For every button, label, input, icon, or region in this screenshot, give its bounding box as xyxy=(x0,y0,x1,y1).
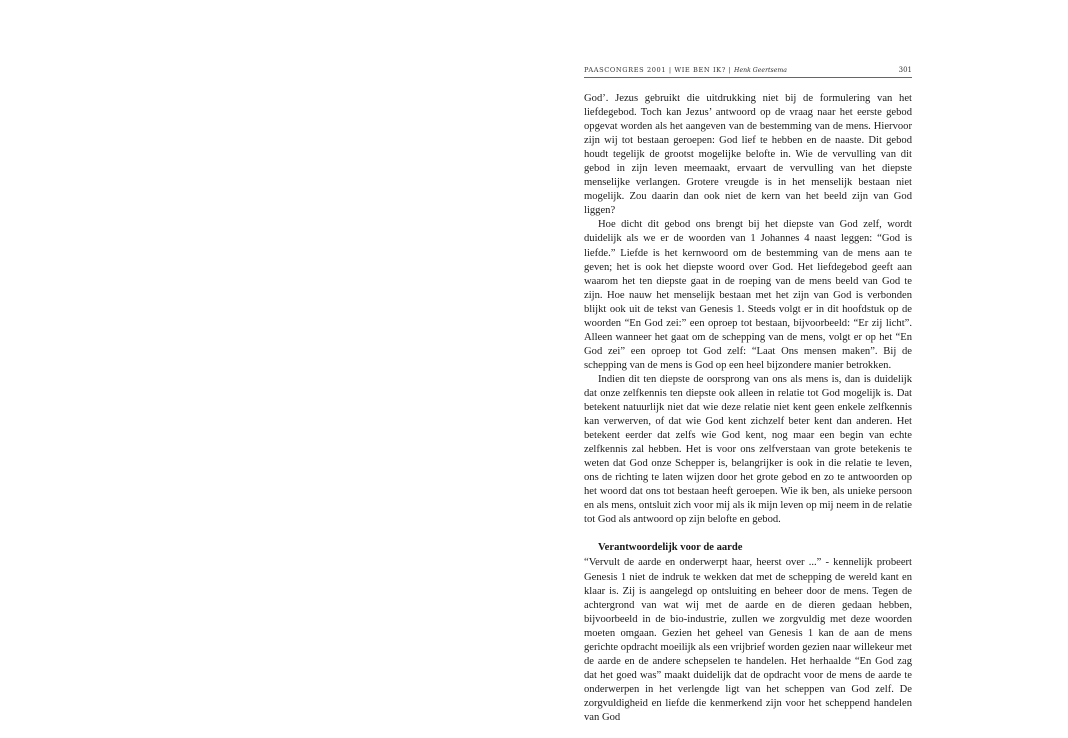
section-paragraph: “Vervult de aarde en onderwerpt haar, heerst over ...” - kennelijk probeert Genesis 1 niet de indruk te wekken dat met de schepping de wereld kant en klaar is. Zij is aangelegd op ontsluiting en beheer door de mens. Tegen de achtergrond van wat wij met de aarde en de dieren gedaan hebben, bijvoorbeeld in de bio-industrie, zullen we zorgvuldig met deze woorden moeten omgaan. Gezien het geheel van Genesis 1 kan de aan de mens gerichte opdracht moeilijk als een vrijbrief worden gezien naar willekeur met de aarde en de andere schepselen te handelen. Het herhaalde “En God zag dat het goed was” maakt duidelijk dat de opdracht voor de mens de aarde te onderwerpen in het verlengde ligt van het scheppen van God zelf. De zorgvuldigheid en liefde die kenmerkend zijn voor het scheppend handelen van God xyxy=(584,557,912,723)
running-head-author: Henk Geertsema xyxy=(734,67,787,74)
running-head-left xyxy=(584,66,787,74)
section-heading: Verantwoordelijk voor de aarde xyxy=(598,542,743,554)
running-head xyxy=(584,66,912,78)
body-paragraph: Indien dit ten diepste de oorsprong van ons als mens is, dan is duidelijk dat onze zelfkennis ten diepste ook alleen in relatie tot God mogelijk is. Dat betekent natuurlijk niet dat wie deze relatie niet kent geen enkele zelfkennis kan verwerven, of dat wie God kent zichzelf beter kent dan anderen. Het betekent eerder dat zelfs wie God kent, nog maar een begin van echte zelfkennis zal hebben. Het is voor ons zelfverstaan van grote betekenis te weten dat God onze Schepper is, belangrijker is ook in die relatie te leven, ons de richting te laten wijzen door het grote gebod en zo te antwoorden op het woord dat ons tot bestaan heeft geroepen. Wie ik ben, als unieke persoon en als mens, ontsluit zich voor mij als ik mijn leven op mij neem in de relatie tot God als antwoord op zijn belofte en gebod. xyxy=(584,373,912,526)
running-head-title: PAASCONGRES 2001 | WIE BEN IK? | xyxy=(584,66,732,74)
body-paragraph: Hoe dicht dit gebod ons brengt bij het diepste van God zelf, wordt duidelijk als we er de woorden van 1 Johannes 4 naast leggen: “God is liefde.” Liefde is het kernwoord om de bestemming van de mens aan te geven; het is ook het diepste woord over God. Het liefdegebod geeft aan waarom het ten diepste gaat in de roeping van de mens beeld van God te zijn. Hoe nauw het menselijk bestaan met het zijn van God is verbonden blijkt ook uit de tekst van Genesis 1. Steeds volgt er in dit hoofdstuk op de woorden “En God zei:” een oproep tot bestaan, bijvoorbeeld: “Er zij licht”. Alleen wanneer het gaat om de schepping van de mens, volgt er op het “En God zei” een oproep tot God zelf: “Laat Ons mensen maken”. Bij de schepping van de mens is God op een heel bijzondere manier betrokken. xyxy=(584,219,912,371)
page-number: 301 xyxy=(898,66,912,74)
book-page xyxy=(584,66,912,725)
body-paragraph: God’. Jezus gebruikt die uitdrukking niet bij de formulering van het liefdegebod. Toch kan Jezus’ antwoord op de vraag naar het eerste gebod opgevat worden als het aangeven van de bestemming van de mens. Hiervoor zijn wij tot bestaan geroepen: God lief te hebben en de naaste. Dit gebod houdt tegelijk de grootst mogelijke belofte in. Wie de vervulling van dit gebod in zijn leven meemaakt, ervaart de vervulling van het diepste menselijke verlangen. Grotere vreugde is in het menselijk bestaan niet mogelijk. Zou daarin dan ook niet de kern van het beeld zijn van God liggen? xyxy=(584,93,912,217)
page-body xyxy=(584,92,912,725)
